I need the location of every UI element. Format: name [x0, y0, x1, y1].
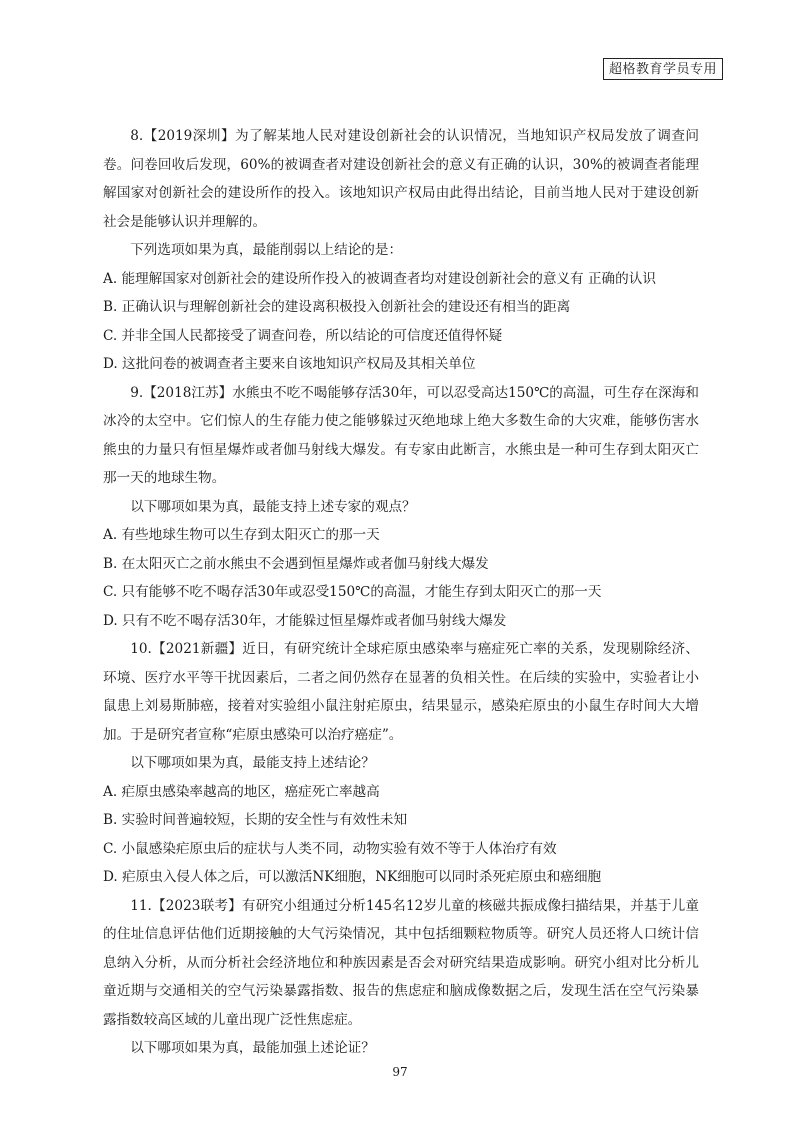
question-8-option-a: A. 能理解国家对创新社会的建设所作投入的被调查者均对建设创新社会的意义有 正确的认识 [103, 270, 656, 287]
question-10-option-c: C. 小鼠感染疟原虫后的症状与人类不同，动物实验有效不等于人体治疗有效 [103, 840, 557, 857]
question-9-stem: 9.【2018江苏】水熊虫不吃不喝能够存活30年，可以忍受高达150℃的高温，可生存在深海和冰冷的太空中。它们惊人的生存能力使之能够躲过灭绝地球上绝大多数生命的大灾难，能够伤害水熊虫的力量只有恒星爆炸或者伽马射线大爆发。有专家由此断言，水熊虫是一种可生存到太阳灭亡那一天的地球生物。 [103, 384, 699, 486]
question-10-prompt: 以下哪项如果为真，最能支持上述结论？ [130, 755, 375, 772]
question-10-option-b: B. 实验时间普遍较短，长期的安全性与有效性未知 [103, 812, 408, 829]
question-8 [103, 122, 699, 379]
question-10-stem: 10.【2021新疆】近日，有研究统计全球疟原虫感染率与癌症死亡率的关系，发现剔除经济、环境、医疗水平等干扰因素后，二者之间仍然存在显著的负相关性。在后续的实验中，实验者让小鼠患上刘易斯肺癌，接着对实验组小鼠注射疟原虫，结果显示，感染疟原虫的小鼠生存时间大大增加。于是研究者宣称“疟原虫感染可以治疗癌症”。 [103, 641, 699, 743]
student-only-tag: 超格教育学员专用 [603, 58, 723, 80]
question-8-option-b: B. 正确认识与理解创新社会的建设离积极投入创新社会的建设还有相当的距离 [103, 299, 571, 316]
question-9-option-d: D. 只有不吃不喝存活30年，才能躲过恒星爆炸或者伽马射线大爆发 [103, 612, 507, 629]
question-8-stem: 8.【2019深圳】为了解某地人民对建设创新社会的认识情况，当地知识产权局发放了调查问卷。问卷回收后发现，60%的被调查者对建设创新社会的意义有正确的认识，30%的被调查者能理解国家对创新社会的建设所作的投入。该地知识产权局由此得出结论，目前当地人民对于建设创新社会是能够认识并理解的。 [103, 128, 699, 230]
question-10 [103, 635, 699, 892]
question-9 [103, 379, 699, 636]
question-8-option-d: D. 这批问卷的被调查者主要来自该地知识产权局及其相关单位 [103, 356, 476, 373]
question-8-option-c: C. 并非全国人民都接受了调查问卷，所以结论的可信度还值得怀疑 [103, 327, 503, 344]
question-11 [103, 892, 699, 1063]
question-9-option-b: B. 在太阳灭亡之前水熊虫不会遇到恒星爆炸或者伽马射线大爆发 [103, 555, 489, 572]
question-9-option-c: C. 只有能够不吃不喝存活30年或忍受150℃的高温，才能生存到太阳灭亡的那一天 [103, 584, 602, 601]
question-9-option-a: A. 有些地球生物可以生存到太阳灭亡的那一天 [103, 527, 380, 544]
question-9-prompt: 以下哪项如果为真，最能支持上述专家的观点？ [130, 498, 416, 515]
question-10-option-a: A. 疟原虫感染率越高的地区，癌症死亡率越高 [103, 783, 380, 800]
page-number: 97 [392, 1065, 408, 1079]
question-11-prompt: 以下哪项如果为真，最能加强上述论证？ [130, 1040, 375, 1057]
question-list [103, 122, 699, 1063]
question-8-prompt: 下列选项如果为真，最能削弱以上结论的是： [130, 242, 403, 259]
question-10-option-d: D. 疟原虫入侵人体之后，可以激活NK细胞，NK细胞可以同时杀死疟原虫和癌细胞 [103, 869, 602, 886]
question-11-stem: 11.【2023联考】有研究小组通过分析145名12岁儿童的核磁共振成像扫描结果，并基于儿童的住址信息评估他们近期接触的大气污染情况，其中包括细颗粒物质等。研究人员还将人口统计信息纳入分析，从而分析社会经济地位和种族因素是否会对研究结果造成影响。研究小组对比分析儿童近期与交通相关的空气污染暴露指数、报告的焦虑症和脑成像数据之后，发现生活在空气污染暴露指数较高区域的儿童出现广泛性焦虑症。 [103, 897, 699, 1028]
